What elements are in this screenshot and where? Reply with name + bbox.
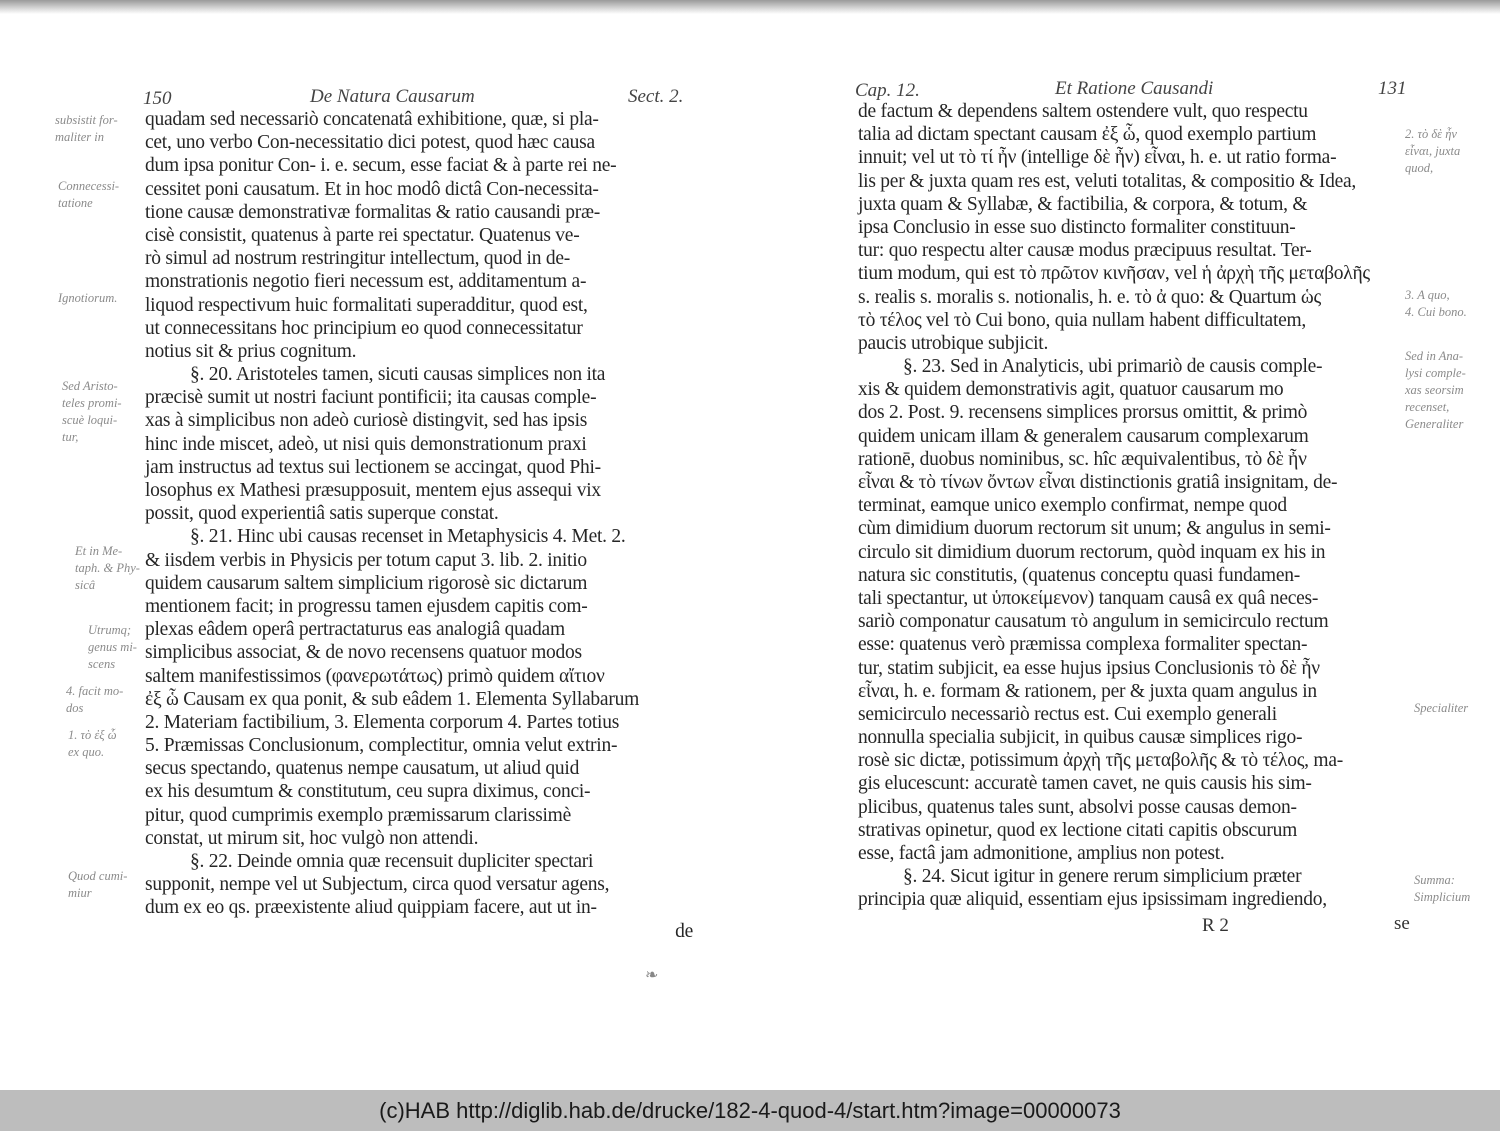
text-line: plicibus, quatenus tales sunt, absolvi posse causas demon-	[858, 796, 1297, 818]
text-line: losophus ex Mathesi præsupposuit, mentem ejus assequi vix	[145, 480, 601, 501]
text-line: dum ex eo qs. præexistente aliud quippiam facere, aut ut in-	[145, 897, 597, 919]
text-line: tur, statim subjicit, ea esse hujus ipsius Conclusionis τὸ δὲ ἦν	[858, 657, 1320, 679]
text-line: 5. Præmissas Conclusionum, complectitur, omnia velut extrin-	[145, 735, 618, 757]
text-line: xas à simplicibus non adeò curiosè distingvit, sed has ipsis	[145, 410, 588, 432]
text-line: semicirculo necessariò rectus est. Cui exemplo generali	[858, 703, 1277, 725]
left-section-label: Sect. 2.	[628, 86, 684, 107]
text-line: cessitet poni causatum. Et in hoc modô dictâ Con-necessita-	[145, 178, 599, 200]
text-line: rò simul ad nostrum restringitur intellectum, quod in de-	[145, 248, 570, 270]
text-line: rosè sic dictæ, potissimum ἀρχὴ τῆς μεταβολῆς & τὸ τέλος, ma-	[858, 750, 1343, 772]
text-line: εἶναι & τὸ τίνων ὄντων εἶναι distinctionis gratiâ insignitam, de-	[858, 472, 1338, 493]
margin-note: 1. τὸ ἐξ ὧ ex quo.	[68, 728, 117, 759]
text-line: paucis utrobique subjicit.	[858, 332, 1049, 354]
text-line: gis elucescunt: accuratè tamen cavet, ne quis causis his sim-	[858, 773, 1312, 795]
text-line: liquod respectivum huic formalitati superadditur, quod est,	[145, 294, 588, 316]
margin-note: Summa: Simplicium	[1414, 873, 1471, 904]
margin-note: Ignotiorum.	[58, 291, 118, 305]
text-line: natura sic constitutis, (quatenus conceptu quasi fundamen-	[858, 564, 1300, 586]
text-line: tione causæ demonstrativæ formalitas & ratio causandi præ-	[145, 201, 601, 223]
text-line: s. realis s. moralis s. notionalis, h. e. τὸ ἀ quo: & Quartum ὡς	[858, 286, 1321, 308]
text-line: esse, factâ jam admonitione, amplius non potest.	[858, 843, 1225, 864]
text-line: ἐξ ὧ Causam ex qua ponit, & sub eâdem 1. Elementa Syllabarum	[145, 688, 639, 710]
text-line: ipsa Conclusio in esse suo distincto formaliter constituun-	[858, 216, 1296, 238]
text-line: notius sit & prius cognitum.	[145, 340, 357, 362]
signature-mark: R 2	[1202, 915, 1229, 936]
text-line: cùm dimidium duorum rectorum sit unum; & angulus in semi-	[858, 518, 1331, 540]
text-line: tali spectantur, ut ὑποκείμενον) tanquam causâ ex quâ neces-	[858, 587, 1319, 609]
text-line: supponit, nempe vel ut Subjectum, circa quod versatur agens,	[145, 874, 610, 896]
right-page	[750, 0, 1500, 1090]
margin-note: Sed in Ana- lysi comple- xas seorsim recenset, Generaliter	[1405, 349, 1466, 431]
text-line: dos 2. Post. 9. recensens simplices prorsus omittit, & primò	[858, 402, 1308, 424]
text-line: pitur, quod cumprimis exemplo præmissarum clarissimè	[145, 804, 571, 826]
left-page	[0, 0, 750, 1090]
text-line: ex his desumtum & constitutum, ceu supra diximus, conci-	[145, 781, 591, 803]
margin-note: Specialiter	[1414, 701, 1469, 715]
text-line: esse: quatenus verò præmissa complexa formaliter spectan-	[858, 634, 1308, 656]
margin-note: 4. facit mo- dos	[66, 684, 124, 715]
text-line: nonnulla specialia subjicit, in quibus causæ simplices rigo-	[858, 727, 1303, 749]
text-line: saltem manifestissimos (φανερωτάτως) primò quidem αἴτιον	[145, 665, 605, 687]
text-line: §. 21. Hinc ubi causas recenset in Metaphysicis 4. Met. 2.	[190, 526, 626, 548]
text-line: τὸ τέλος vel τὸ Cui bono, quia nullam habent difficultatem,	[858, 309, 1307, 331]
margin-note: Utrumq; genus mi- scens	[88, 623, 137, 671]
text-line: §. 23. Sed in Analyticis, ubi primariò de causis comple-	[903, 356, 1323, 378]
margin-note: 3. A quo, 4. Cui bono.	[1405, 288, 1467, 319]
text-line: monstrationis negotio fieri necessum est, additamentum a-	[145, 271, 587, 293]
text-line: tur: quo respectu alter causæ modus præcipuus resultat. Ter-	[858, 240, 1312, 262]
catchword: se	[1394, 913, 1410, 934]
text-line: terminat, eamque unico exemplo confirmat, nempe quod	[858, 495, 1287, 517]
text-line: innuit; vel ut τὸ τί ἦν (intellige δὲ ἦν) εἶναι, h. e. ut ratio forma-	[858, 147, 1337, 169]
margin-note: Sed Aristo- teles promi- scuè loqui- tur,	[62, 379, 122, 444]
text-line: præcisè sumit ut nostri faciunt pontificii; ita causas comple-	[145, 387, 597, 409]
ink-blot: ❧	[645, 967, 659, 984]
text-line: εἶναι, h. e. formam & rationem, per & juxta quam angulus in	[858, 680, 1317, 702]
text-line: dum ipsa ponitur Con- i. e. secum, esse faciat & à parte rei ne-	[145, 155, 617, 177]
text-line: simplicibus associat, & de novo recensens quatuor modos	[145, 642, 582, 664]
text-line: quadam sed necessariò concatenatâ exhibitione, quæ, si pla-	[145, 109, 599, 130]
text-line: tium modum, qui est τὸ πρῶτον κινῆσαν, vel ἡ ἀρχὴ τῆς μεταβολῆς	[858, 263, 1370, 285]
text-line: mentionem facit; in progressu tamen ejusdem capitis com-	[145, 595, 588, 617]
left-page-number: 150	[143, 88, 172, 109]
text-line: de	[675, 920, 693, 942]
right-chapter-label: Cap. 12.	[855, 80, 920, 101]
text-line: rationē, duobus nominibus, sc. hîc æquivalentibus, τὸ δὲ ἦν	[858, 448, 1307, 470]
text-line: xis & quidem demonstrativis agit, quatuor causarum mo	[858, 379, 1284, 401]
margin-note: Connecessi- tatione	[58, 179, 120, 210]
text-line: circulo sit dimidium duorum rectorum, quòd inquam ex his in	[858, 541, 1326, 563]
right-body-text	[858, 100, 1408, 912]
text-line: §. 22. Deinde omnia quæ recensuit dupliciter spectari	[190, 851, 594, 872]
margin-note: Quod cumi- miur	[68, 869, 128, 900]
text-line: talia ad dictam spectant causam ἐξ ὧ, quod exemplo partium	[858, 124, 1317, 146]
text-line: possit, quod experientiâ satis superque constat.	[145, 503, 499, 525]
text-line: cet, uno verbo Con-necessitatio dici potest, quod hæc causa	[145, 132, 595, 154]
text-line: de factum & dependens saltem ostendere vult, quo respectu	[858, 101, 1308, 122]
text-line: strativas opinetur, quod ex lectione citati capitis obscurum	[858, 819, 1298, 841]
text-line: 2. Materiam factibilium, 3. Elementa corporum 4. Partes totius	[145, 711, 620, 733]
left-running-title: De Natura Causarum	[310, 86, 475, 107]
text-line: jam instructus ad textus sui lectionem se accingat, quod Phi-	[145, 456, 601, 478]
text-line: cisè consistit, quatenus à parte rei spectatur. Quatenus ve-	[145, 224, 580, 246]
copyright-footer	[0, 1090, 1500, 1131]
text-line: secus spectando, quatenus nempe causatum, ut aliud quid	[145, 758, 580, 780]
text-line: hinc inde miscet, adeò, ut nisi quis demonstrationum praxi	[145, 433, 587, 455]
text-line: & iisdem verbis in Physicis per totum caput 3. lib. 2. initio	[145, 549, 587, 571]
text-line: quidem causarum saltem simplicium rigorosè sic dictarum	[145, 572, 588, 594]
text-line: §. 24. Sicut igitur in genere rerum simplicium præter	[903, 866, 1302, 888]
left-body-text	[145, 108, 705, 943]
text-line: juxta quam & Syllabæ, & factibilia, & corpora, & totum, &	[858, 193, 1308, 215]
text-line: ut connecessitans hoc principium eo quod connecessitatur	[145, 317, 583, 339]
margin-note: subsistit for- maliter in	[55, 113, 118, 144]
margin-note: 2. τὸ δὲ ἦν εἶναι, juxta quod,	[1405, 127, 1461, 175]
text-line: §. 20. Aristoteles tamen, sicuti causas simplices non ita	[190, 364, 606, 386]
right-page-number: 131	[1378, 78, 1407, 99]
text-line: lis per & juxta quam res est, veluti totalitas, & compositio & Idea,	[858, 170, 1357, 192]
text-line: plexas eâdem operâ pertractaturus eas analogiâ quadam	[145, 619, 565, 641]
copyright-text: (c)HAB http://diglib.hab.de/drucke/182-4-quod-4/start.htm?image=00000073	[379, 1098, 1121, 1123]
margin-note: Et in Me- taph. & Phy- sicâ	[75, 544, 140, 592]
text-line: principia quæ aliquid, essentiam ejus ipsissimam ingrediendo,	[858, 889, 1327, 911]
text-line: constat, ut mirum sit, hoc vulgò non attendi.	[145, 827, 479, 849]
text-line: sariò componatur causatum τὸ angulum in semicirculo rectum	[858, 611, 1329, 633]
right-running-title: Et Ratione Causandi	[1055, 78, 1214, 99]
text-line: quidem unicam illam & generalem causarum complexarum	[858, 425, 1309, 447]
